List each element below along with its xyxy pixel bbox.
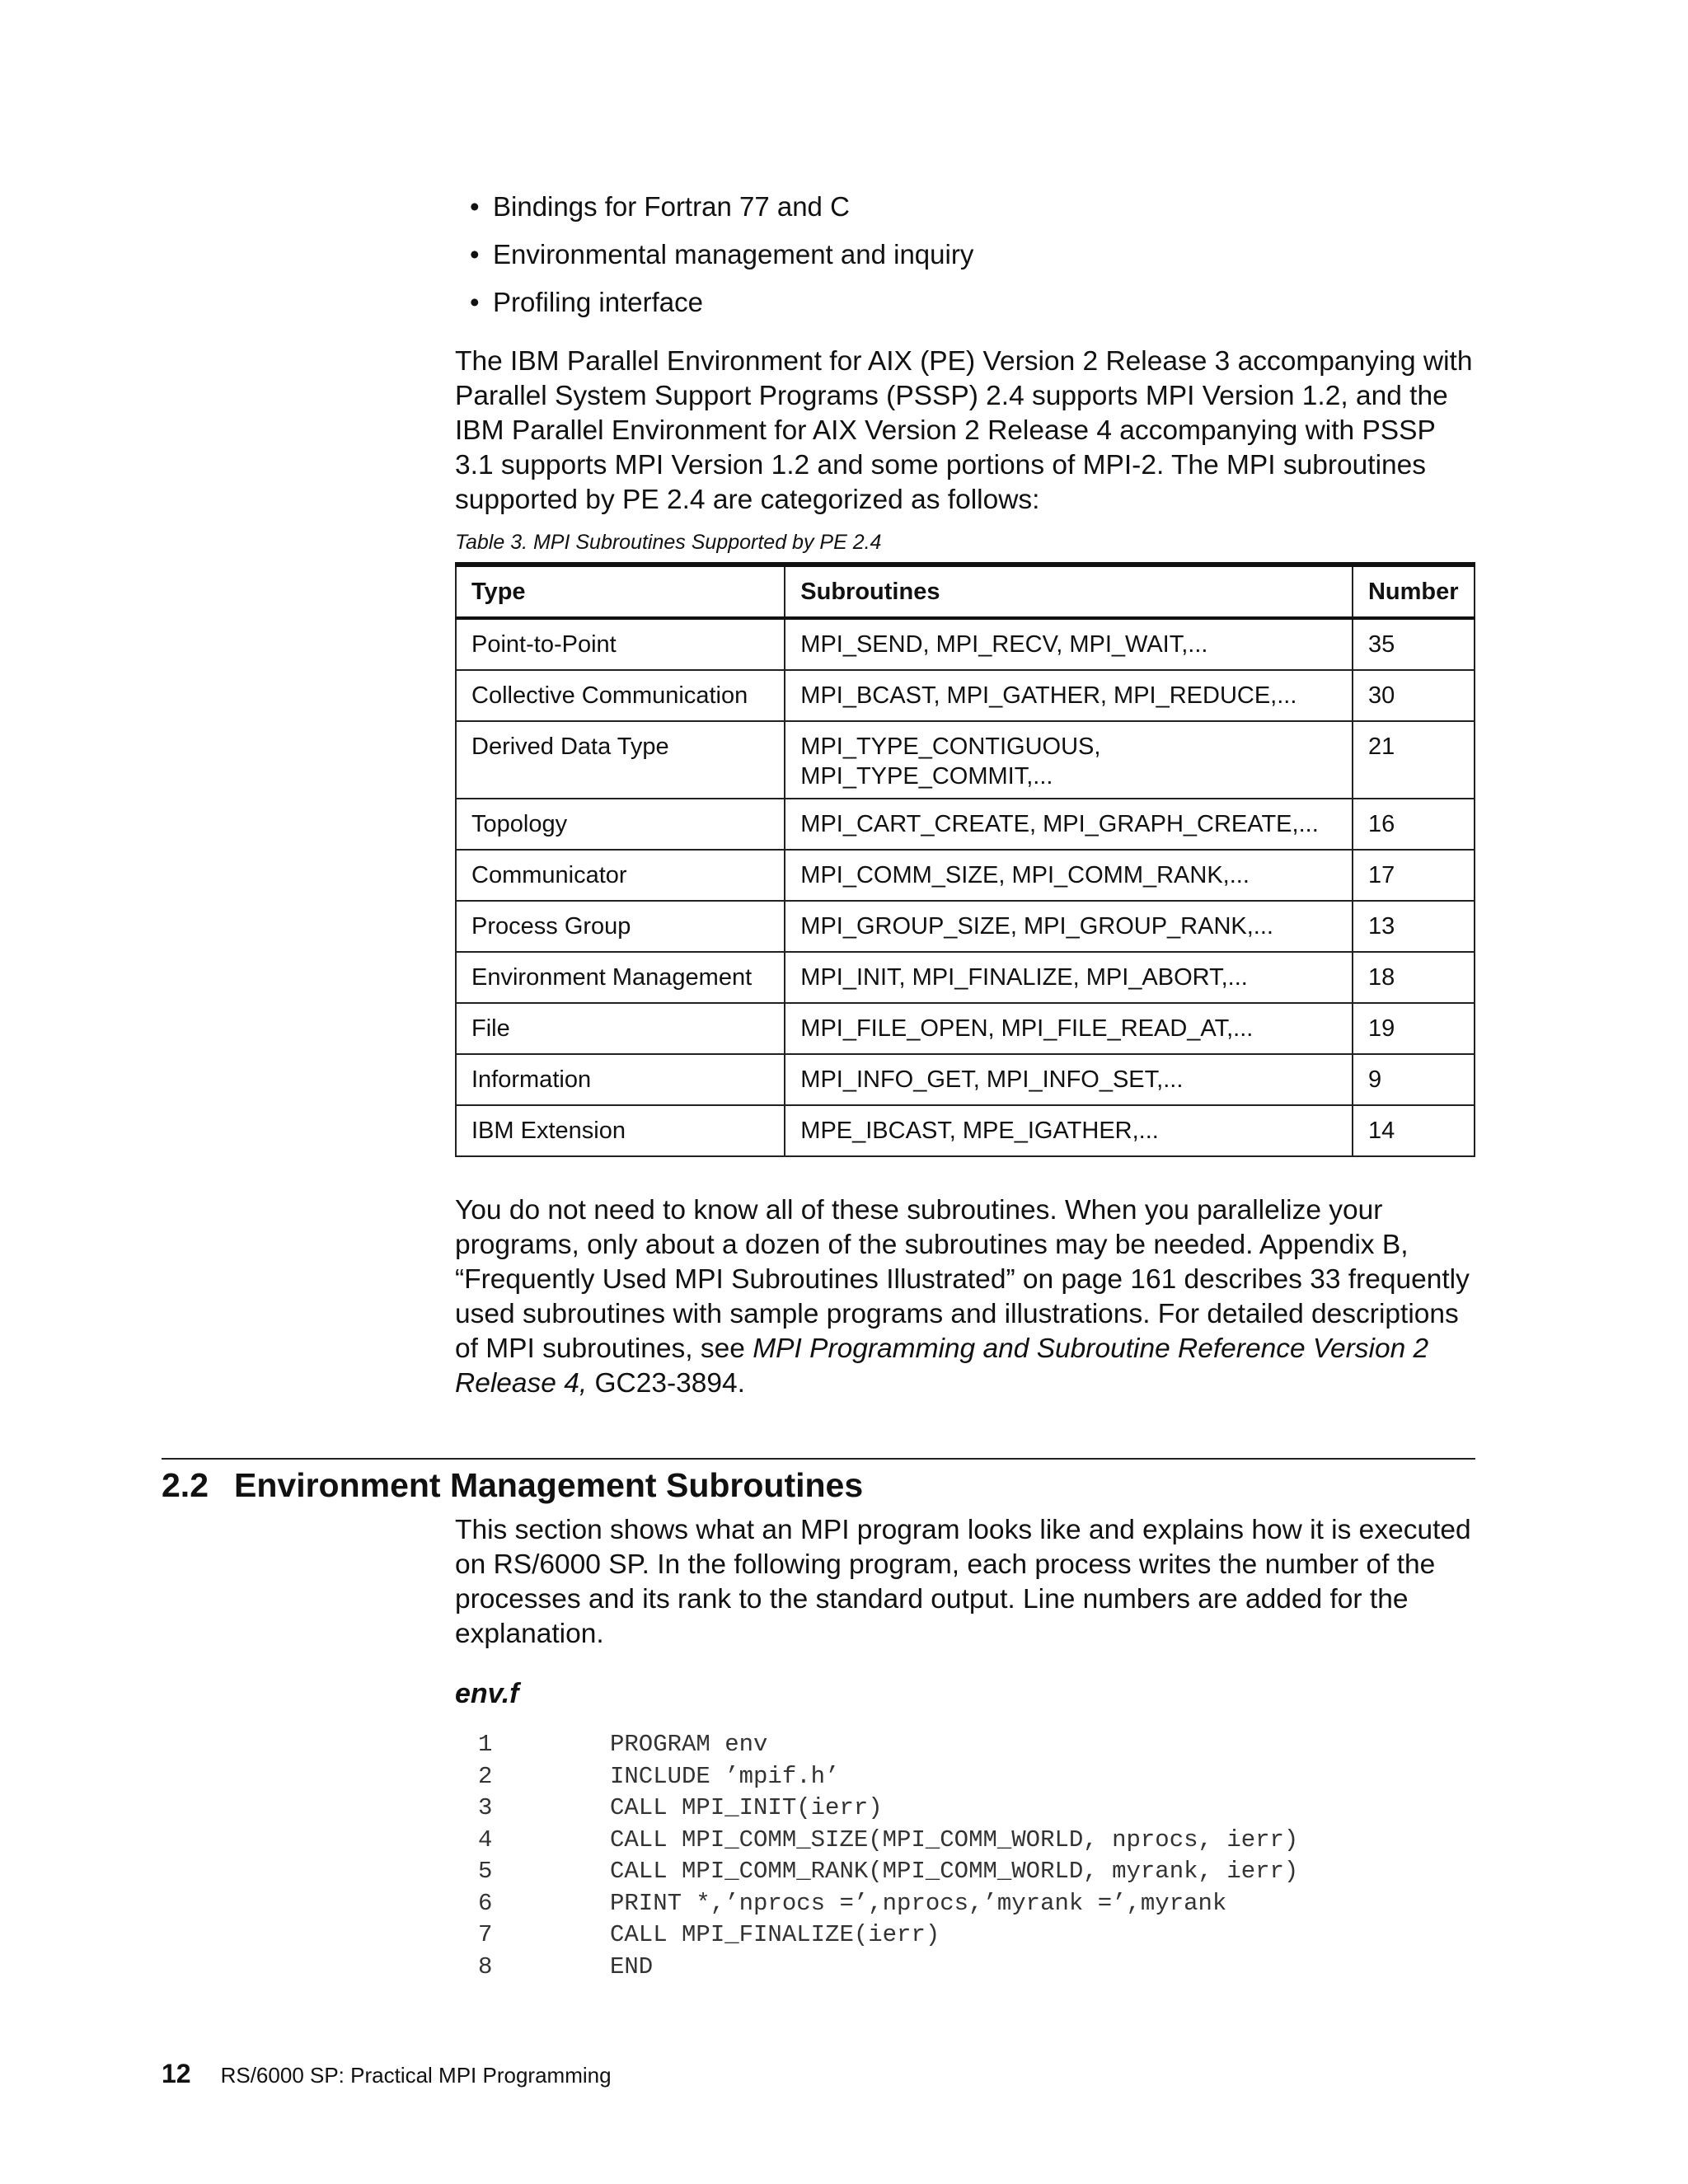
code-text: CALL MPI_FINALIZE(ierr)	[610, 1921, 940, 1948]
cell-type: Derived Data Type	[456, 721, 785, 799]
bullet-icon: •	[470, 287, 480, 317]
feature-list	[455, 183, 1474, 326]
cell-number: 35	[1353, 618, 1475, 670]
cell-type: Collective Communication	[456, 670, 785, 721]
cell-subroutines: MPI_FILE_OPEN, MPI_FILE_READ_AT,...	[785, 1003, 1353, 1054]
cell-number: 19	[1353, 1003, 1475, 1054]
page-footer	[162, 2057, 612, 2092]
table-header-row	[456, 565, 1475, 618]
code-line	[478, 1729, 1298, 1761]
cell-number: 13	[1353, 901, 1475, 952]
code-line	[478, 1825, 1298, 1857]
code-line	[478, 1793, 1298, 1825]
cell-subroutines: MPI_BCAST, MPI_GATHER, MPI_REDUCE,...	[785, 670, 1353, 721]
cell-subroutines: MPI_TYPE_CONTIGUOUS, MPI_TYPE_COMMIT,...	[785, 721, 1353, 799]
mpi-subroutines-table	[455, 562, 1475, 1157]
table-row	[456, 618, 1475, 670]
header-type: Type	[456, 565, 785, 618]
list-item: • Profiling interface	[455, 279, 1474, 326]
code-text: PRINT *,’nprocs =’,nprocs,’myrank =’,myrank	[610, 1889, 1227, 1917]
table-row	[456, 952, 1475, 1003]
table-row	[456, 1003, 1475, 1054]
subroutines-paragraph: You do not need to know all of these subroutines. When you parallelize your programs, only about a dozen of the subroutines may be needed. Appendix B, “Frequently Used MPI Subroutines Illustrated” on page 161 describes 33 frequently used subroutines with sample programs and illustrations. For detailed descriptions of MPI subroutines, see MPI Programming and Subroutine Reference Version 2 Release 4, GC23-3894.	[455, 1195, 1470, 1399]
cell-type: IBM Extension	[456, 1105, 785, 1156]
code-line	[478, 1761, 1298, 1793]
cell-number: 14	[1353, 1105, 1475, 1156]
table-row	[456, 670, 1475, 721]
cell-subroutines: MPI_COMM_SIZE, MPI_COMM_RANK,...	[785, 850, 1353, 901]
cell-subroutines: MPI_CART_CREATE, MPI_GRAPH_CREATE,...	[785, 799, 1353, 850]
code-text: INCLUDE ’mpif.h’	[610, 1762, 840, 1790]
line-number: 1	[478, 1731, 493, 1758]
bullet-icon: •	[470, 191, 480, 222]
cell-number: 16	[1353, 799, 1475, 850]
table-row	[456, 850, 1475, 901]
line-number: 3	[478, 1794, 493, 1821]
code-line	[478, 1888, 1298, 1920]
cell-number: 30	[1353, 670, 1475, 721]
reference-title: MPI Programming and Subroutine Reference Version 2 Release 4,	[455, 1333, 1429, 1399]
cell-subroutines: MPI_GROUP_SIZE, MPI_GROUP_RANK,...	[785, 901, 1353, 952]
cell-type: Topology	[456, 799, 785, 850]
section-divider	[162, 1458, 1475, 1460]
cell-type: Environment Management	[456, 952, 785, 1003]
code-text: PROGRAM env	[610, 1731, 768, 1758]
line-number: 7	[478, 1921, 493, 1948]
code-title: env.f	[455, 1678, 519, 1709]
cell-number: 17	[1353, 850, 1475, 901]
line-number: 8	[478, 1952, 493, 1980]
cell-type: Point-to-Point	[456, 618, 785, 670]
code-listing	[478, 1729, 1298, 1983]
cell-number: 9	[1353, 1054, 1475, 1105]
section-heading	[162, 1462, 863, 1508]
line-number: 2	[478, 1762, 493, 1790]
cell-type: Communicator	[456, 850, 785, 901]
table-row	[456, 1105, 1475, 1156]
book-title: RS/6000 SP: Practical MPI Programming	[220, 2063, 612, 2088]
code-text: CALL MPI_COMM_SIZE(MPI_COMM_WORLD, nprocs, ierr)	[610, 1825, 1299, 1854]
code-line	[478, 1856, 1298, 1888]
table-row	[456, 721, 1475, 799]
section-paragraph: This section shows what an MPI program looks like and explains how it is executed on RS/6000 SP. In the following program, each process writes the number of the processes and its rank to the standard output. Line numbers are added for the explanation.	[455, 1515, 1471, 1649]
intro-paragraph: The IBM Parallel Environment for AIX (PE) Version 2 Release 3 accompanying with Parallel System Support Programs (PSSP) 2.4 supports MPI Version 1.2, and the IBM Parallel Environment for AIX Version 2 Release 4 accompanying with PSSP 3.1 supports MPI Version 1.2 and some portions of MPI-2. The MPI subroutines supported by PE 2.4 are categorized as follows:	[455, 346, 1473, 515]
header-number: Number	[1353, 565, 1475, 618]
code-text: CALL MPI_COMM_RANK(MPI_COMM_WORLD, myrank, ierr)	[610, 1858, 1299, 1885]
cell-number: 21	[1353, 721, 1475, 799]
list-item: • Bindings for Fortran 77 and C	[455, 183, 1474, 231]
header-subroutines: Subroutines	[785, 565, 1353, 618]
cell-type: File	[456, 1003, 785, 1054]
cell-subroutines: MPI_INIT, MPI_FINALIZE, MPI_ABORT,...	[785, 952, 1353, 1003]
code-text: END	[610, 1952, 654, 1980]
cell-type: Process Group	[456, 901, 785, 952]
line-number: 4	[478, 1825, 493, 1854]
table-row	[456, 799, 1475, 850]
bullet-icon: •	[470, 239, 480, 269]
code-text: CALL MPI_INIT(ierr)	[610, 1794, 883, 1821]
cell-number: 18	[1353, 952, 1475, 1003]
cell-subroutines: MPE_IBCAST, MPE_IGATHER,...	[785, 1105, 1353, 1156]
table-row	[456, 901, 1475, 952]
line-number: 5	[478, 1858, 493, 1885]
table-caption: Table 3. MPI Subroutines Supported by PE 2.4	[455, 531, 882, 554]
cell-subroutines: MPI_INFO_GET, MPI_INFO_SET,...	[785, 1054, 1353, 1105]
code-line	[478, 1952, 1298, 1984]
page-number: 12	[162, 2059, 191, 2088]
section-title: Environment Management Subroutines	[234, 1466, 864, 1504]
table-row	[456, 1054, 1475, 1105]
list-item: • Environmental management and inquiry	[455, 231, 1474, 279]
section-number: 2.2	[162, 1466, 209, 1504]
cell-type: Information	[456, 1054, 785, 1105]
code-line	[478, 1919, 1298, 1952]
cell-subroutines: MPI_SEND, MPI_RECV, MPI_WAIT,...	[785, 618, 1353, 670]
line-number: 6	[478, 1889, 493, 1917]
